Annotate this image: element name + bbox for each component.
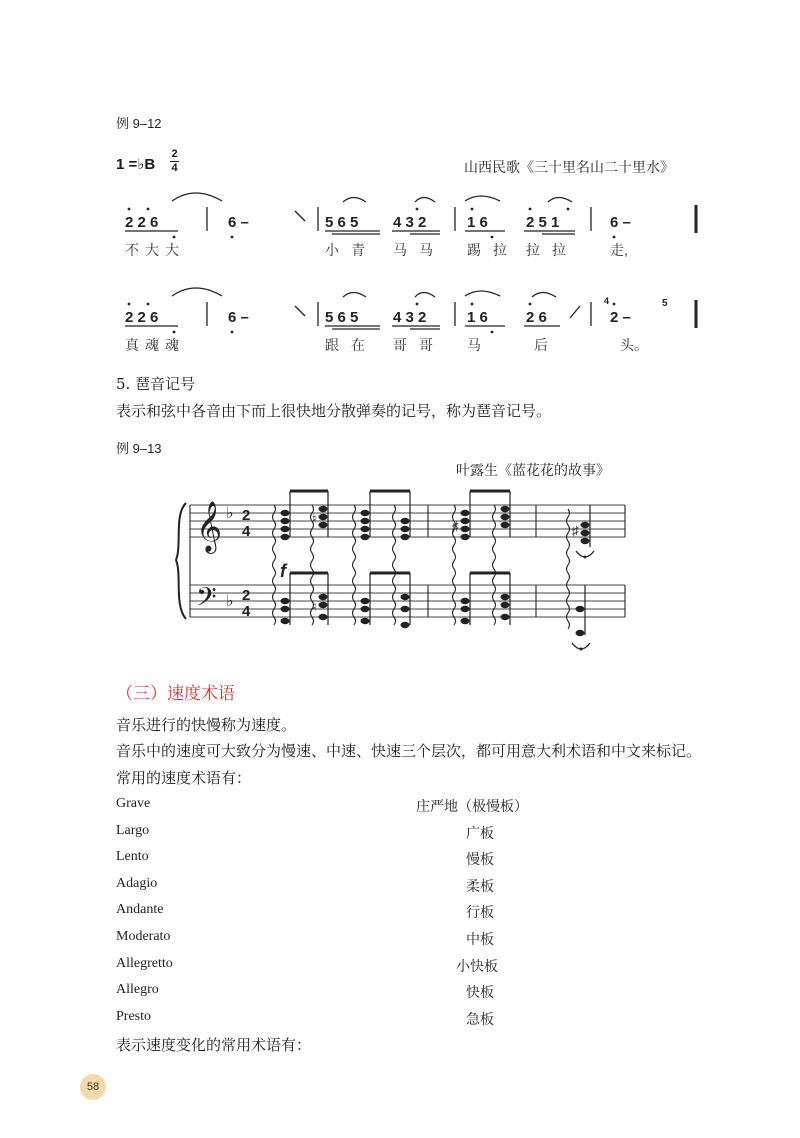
notehead (581, 538, 590, 544)
notehead (281, 526, 290, 532)
jianpu-note-group: 2 5 1 (526, 214, 560, 231)
notehead (576, 630, 585, 636)
notehead (281, 618, 290, 624)
notehead (281, 534, 290, 540)
term-row (116, 982, 566, 1009)
lyric: 小青 (325, 242, 377, 258)
notehead (401, 526, 410, 532)
term-row (116, 902, 566, 929)
notehead (361, 618, 370, 624)
key-signature: 1 =♭B (116, 156, 156, 173)
example-label-9-12: 例 9–12 (116, 116, 162, 131)
dynamic-marking: f (280, 561, 286, 581)
octave-dot (173, 236, 176, 239)
treble-clef-icon: 𝄞 (196, 502, 223, 551)
lyric: 马马 (393, 242, 445, 258)
paragraph: 音乐进行的快慢称为速度。 (116, 716, 297, 734)
term-chinese: 庄严地（极慢板） (416, 799, 528, 815)
natural-icon: ♮ (312, 599, 317, 614)
song-source: 山西民歌《三十里名山二十里水》 (464, 160, 674, 176)
jianpu-note-group: 1 6 (467, 309, 488, 326)
slur (465, 196, 500, 201)
term-chinese: 广板 (466, 825, 494, 842)
slur (548, 198, 572, 203)
bass-staff (190, 585, 625, 617)
term-row (116, 929, 566, 956)
term-italian: Allegretto (116, 955, 173, 971)
grace-note: 5 (662, 298, 668, 309)
slur (172, 193, 222, 201)
jianpu-note-group: 1 6 (467, 214, 488, 231)
notehead (361, 526, 370, 532)
lyric: 走, (610, 242, 628, 258)
breath-mark (295, 211, 305, 221)
time-signature-top: 2 (242, 507, 251, 524)
term-row (116, 796, 566, 823)
notehead (401, 594, 410, 600)
octave-dot (147, 303, 150, 306)
term-chinese: 行板 (466, 905, 494, 922)
notehead (319, 522, 328, 528)
time-signature-bottom: 4 (242, 523, 251, 540)
term-chinese: 慢板 (466, 852, 494, 869)
octave-dot (231, 236, 234, 239)
jianpu-note-group: 4 3 2 (393, 214, 427, 231)
notehead (319, 514, 328, 520)
time-signature (170, 149, 179, 174)
jianpu-note-group: 2 2 6 (125, 214, 159, 231)
notehead (361, 534, 370, 540)
jianpu-note-group: 5 6 5 (325, 214, 359, 231)
notehead (281, 606, 290, 612)
term-italian: Grave (116, 796, 151, 811)
notehead (361, 510, 370, 516)
term-chinese: 急板 (466, 1011, 494, 1028)
brace (176, 503, 186, 619)
octave-dot (529, 208, 532, 211)
jianpu-note-group: 5 6 5 (325, 309, 359, 326)
notehead (581, 530, 590, 536)
lyric: 拉拉 (526, 242, 578, 258)
jianpu-note-group: 6 – (228, 309, 249, 326)
notehead (401, 518, 410, 524)
slur (465, 291, 500, 296)
notehead (401, 622, 410, 628)
flat-icon: ♭ (226, 505, 234, 522)
song-source: 叶露生《蓝花花的故事》 (456, 463, 610, 479)
notehead (461, 518, 470, 524)
octave-dot (491, 236, 494, 239)
paragraph: 音乐中的速度可大致分为慢速、中速、快速三个层次，都可用意大利术语和中文来标记。 (116, 742, 702, 760)
jianpu-note-group: 6 – (610, 214, 631, 231)
arpeggio-heading: 5. 琶音记号 (116, 375, 196, 393)
grace-number: 4 (604, 296, 610, 306)
notehead (361, 606, 370, 612)
time-signature-top: 2 (171, 148, 178, 160)
octave-dot (416, 208, 419, 211)
notehead (361, 598, 370, 604)
notehead (319, 602, 328, 608)
term-italian: Allegro (116, 982, 159, 998)
term-row (116, 956, 566, 983)
term-italian: Adagio (116, 875, 158, 891)
page-number (80, 1074, 106, 1100)
flat-icon: ♭ (226, 593, 234, 610)
octave-dot (173, 331, 176, 334)
jianpu-note-group: 4 3 2 (393, 309, 427, 326)
term-chinese: 柔板 (466, 878, 494, 895)
notehead (576, 606, 585, 612)
jianpu-line-2 (110, 280, 710, 360)
notehead (501, 602, 510, 608)
term-row (116, 823, 566, 850)
notehead (281, 598, 290, 604)
octave-dot (147, 208, 150, 211)
notehead (401, 534, 410, 540)
term-chinese: 中板 (466, 931, 494, 948)
jianpu-note-group: 2 2 6 (125, 309, 159, 326)
octave-dot (613, 303, 616, 306)
notehead (319, 614, 328, 620)
staff-notation (170, 485, 640, 665)
notehead (281, 518, 290, 524)
lyric: 跟在 (325, 337, 377, 353)
notehead (501, 614, 510, 620)
notehead (319, 594, 328, 600)
paragraph: 表示速度变化的常用术语有： (116, 1036, 312, 1054)
fermata-dot (580, 648, 583, 651)
breath-mark (295, 306, 305, 316)
term-chinese: 小快板 (456, 958, 498, 975)
lyric: 头。 (620, 337, 648, 353)
term-italian: Andante (116, 902, 164, 918)
notehead (461, 510, 470, 516)
lyric: 哥哥 (393, 337, 445, 353)
jianpu-note-group: 6 – (228, 214, 249, 231)
notehead (501, 514, 510, 520)
lyric: 踢拉 (467, 242, 519, 258)
glide-mark (570, 306, 580, 318)
jianpu-note-group: 2 6 (526, 309, 547, 326)
octave-dot (567, 208, 570, 211)
term-italian: Moderato (116, 928, 171, 944)
lyric: 不大大 (125, 242, 185, 258)
jianpu-note-group: 2 – (610, 309, 631, 326)
notehead (501, 522, 510, 528)
fermata-dot (584, 556, 587, 559)
notehead (501, 506, 510, 512)
notehead (319, 506, 328, 512)
slur (343, 293, 366, 298)
notehead (461, 618, 470, 624)
slur (415, 198, 435, 203)
octave-dot (128, 208, 131, 211)
arpeggio-description: 表示和弦中各音由下而上很快地分散弹奏的记号，称为琶音记号。 (116, 402, 552, 420)
sharp-icon: ♯ (452, 519, 459, 534)
octave-dot (471, 208, 474, 211)
term-italian: Largo (116, 822, 150, 838)
slur (532, 293, 556, 298)
octave-dot (416, 303, 419, 306)
notehead (461, 534, 470, 540)
tempo-terms-list (116, 796, 566, 1035)
term-italian: Presto (116, 1008, 151, 1024)
notehead (581, 522, 590, 528)
paragraph: 常用的速度术语有： (116, 769, 252, 787)
notehead (461, 606, 470, 612)
term-row (116, 876, 566, 903)
lyric: 马 (467, 337, 481, 353)
time-signature-bottom: 4 (242, 603, 251, 620)
notehead (461, 598, 470, 604)
time-signature-top: 2 (242, 587, 251, 604)
octave-dot (471, 303, 474, 306)
arpeggio-marks (273, 505, 570, 629)
slur (415, 293, 435, 298)
notehead (361, 518, 370, 524)
octave-dot (128, 303, 131, 306)
example-label-9-13: 例 9–13 (116, 441, 162, 456)
slur (343, 198, 366, 203)
notehead (501, 594, 510, 600)
term-italian: Lento (116, 849, 149, 865)
octave-dot (491, 331, 494, 334)
bass-clef-icon: 𝄢 (196, 582, 217, 618)
octave-dot (529, 303, 532, 306)
natural-icon: ♮ (312, 511, 317, 526)
section-heading: （三）速度术语 (116, 684, 235, 704)
term-chinese: 快板 (466, 985, 494, 1002)
notehead (281, 510, 290, 516)
lyric: 后 (534, 337, 548, 353)
time-signature-bottom: 4 (171, 162, 178, 174)
term-row (116, 1009, 566, 1036)
notehead (461, 526, 470, 532)
octave-dot (231, 331, 234, 334)
page-number-text: 58 (86, 1081, 100, 1093)
term-row (116, 849, 566, 876)
lyric: 真魂魂 (125, 337, 185, 353)
jianpu-line-1 (110, 185, 710, 265)
octave-dot (613, 236, 616, 239)
notehead (401, 606, 410, 612)
sharp-icon: ♯ (572, 523, 579, 538)
slur (172, 288, 222, 296)
